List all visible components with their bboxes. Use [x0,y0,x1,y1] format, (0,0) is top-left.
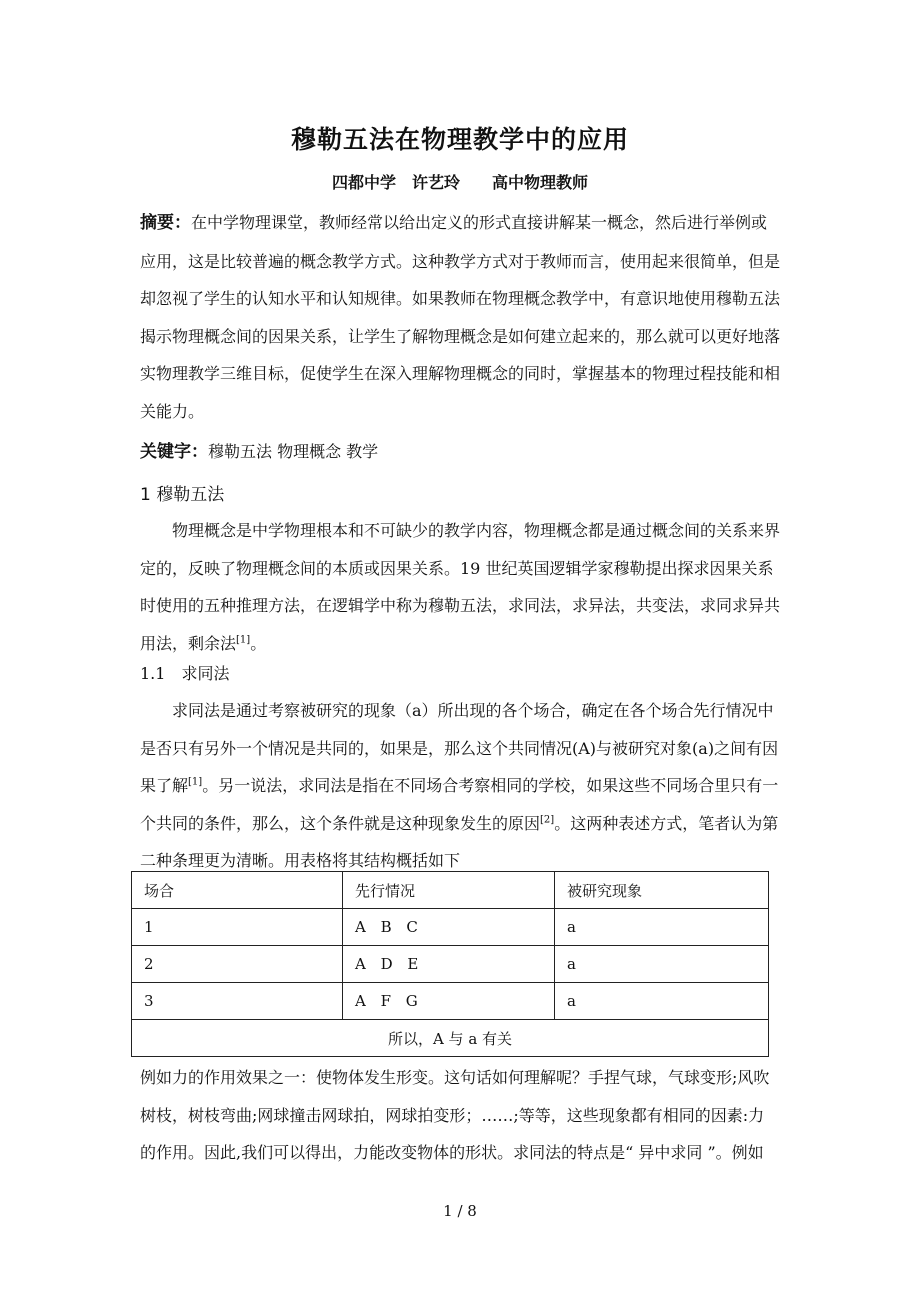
citation-ref: [1] [188,776,203,788]
table-cell: A F G [343,983,555,1020]
section-1-1-paragraph [140,692,780,880]
table-row [132,983,769,1020]
table-cell: a [555,909,769,946]
page-number: 1 / 8 [443,1202,477,1220]
abstract-label: 摘要： [140,213,191,233]
table-conclusion: 所以，A 与 a 有关 [132,1020,769,1057]
paragraph-end: 。 [250,633,267,653]
abstract-text: 在中学物理课堂，教师经常以给出定义的形式直接讲解某一概念，然后进行举例或应用，这是比较普遍的概念教学方式。这种教学方式对于教师而言，使用起来很简单，但是却忽视了学生的认知水平和认知规律。如果教师在物理概念教学中，有意识地使用穆勒五法揭示物理概念间的因果关系，让学生了解物理概念是如何建立起来的，那么就可以更好地落实物理教学三维目标，促使学生在深入理解物理概念的同时，掌握基本的物理过程技能和相关能力。 [140,213,781,421]
table-row [132,909,769,946]
table-cell: 3 [132,983,343,1020]
table-header-cell: 场合 [132,872,343,909]
keywords-text: 穆勒五法 物理概念 教学 [208,442,379,461]
section-heading-1: 1 穆勒五法 [140,485,225,505]
citation-ref: [1] [236,634,251,646]
table-cell: a [555,946,769,983]
table-cell: 1 [132,909,343,946]
table-cell: a [555,983,769,1020]
table-conclusion-row [132,1020,769,1057]
paragraph-text-b: 。另一说法，求同法是指在不同场合考察相同的学校，如果这些不同场合里只有一个共同的条件，那么，这个条件就是这种现象发生的原因 [140,776,779,833]
paragraph-text-c: 。这两种表述方式，笔者认为第二种条理更为清晰。用表格将其结构概括如下 [140,813,779,870]
paragraph-text-a: 求同法是通过考察被研究的现象（a）所出现的各个场合，确定在各个场合先行情况中是否只有另外一个情况是共同的，如果是，那么这个共同情况(A)与被研究对象(a)之间有因果了解 [140,701,779,795]
keywords-label: 关键字： [140,442,208,462]
document-title: 穆勒五法在物理教学中的应用 [290,125,629,154]
keywords [140,433,780,472]
table-cell: A D E [343,946,555,983]
abstract [140,204,780,430]
table-row [132,946,769,983]
example-paragraph: 例如力的作用效果之一：使物体发生形变。这句话如何理解呢？手捏气球，气球变形;风吹树枝，树枝弯曲;网球撞击网球拍，网球拍变形；……;等等，这些现象都有相同的因素:力的作用。因此,我们可以得出，力能改变物体的形状。求同法的特点是“ 异中求同 ”。例如 [140,1068,770,1162]
section-1-paragraph [140,512,780,662]
table-header-cell: 先行情况 [343,872,555,909]
citation-ref: [2] [540,814,555,826]
section-heading-1-1: 1.1 求同法 [140,664,230,683]
table-header-cell: 被研究现象 [555,872,769,909]
method-of-agreement-table [131,871,769,1057]
table-cell: A B C [343,909,555,946]
table-header-row [132,872,769,909]
paragraph-text: 物理概念是中学物理根本和不可缺少的教学内容，物理概念都是通过概念间的关系来界定的，反映了物理概念间的本质或因果关系。19 世纪英国逻辑学家穆勒提出探求因果关系时使用的五种推理方法，在逻辑学中称为穆勒五法，求同法，求异法，共变法，求同求异共用法，剩余法 [140,521,781,653]
author-line: 四都中学 许艺玲 高中物理教师 [331,173,588,192]
table-cell: 2 [132,946,343,983]
